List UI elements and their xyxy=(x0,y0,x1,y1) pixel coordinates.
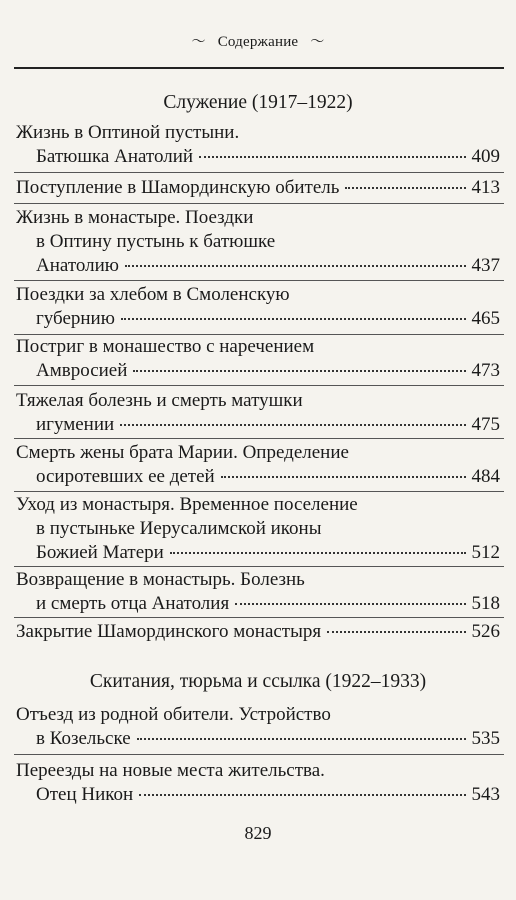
toc-entry-line: Тяжелая болезнь и смерть матушки xyxy=(16,390,303,411)
toc-entry-line: Поступление в Шамординскую обитель xyxy=(16,177,340,198)
toc-entry-line: в Оптину пустынь к батюшке xyxy=(36,231,276,252)
ornament-left-icon: 〜 xyxy=(191,35,206,50)
entry-separator xyxy=(14,617,504,618)
toc-entry-line: Батюшка Анатолий xyxy=(36,146,194,167)
toc-entry-line: Анатолию xyxy=(36,255,119,276)
toc-entry xyxy=(16,176,500,200)
toc-entry-line: игумении xyxy=(36,414,115,435)
entry-separator xyxy=(14,566,504,567)
toc-entry-last-line xyxy=(16,413,500,437)
toc-entry-line: Отец Никон xyxy=(36,784,134,805)
dot-leader xyxy=(327,631,465,633)
toc-page-number: 413 xyxy=(471,177,500,198)
toc-entry-last-line xyxy=(16,620,500,644)
section-title: Служение (1917–1922) xyxy=(163,92,353,113)
entry-separator xyxy=(14,203,504,204)
toc-page-number: 437 xyxy=(471,255,500,276)
toc-entry-line: Постриг в монашество с наречением xyxy=(16,336,315,357)
dot-leader xyxy=(121,318,466,320)
toc-entry-line: Возвращение в монастырь. Болезнь xyxy=(16,569,305,590)
dot-leader xyxy=(125,265,466,267)
toc-entry-line: Смерть жены брата Марии. Определение xyxy=(16,442,349,463)
dot-leader xyxy=(137,738,466,740)
running-head xyxy=(0,31,516,51)
toc-page-number: 409 xyxy=(471,146,500,167)
toc-page-number: 543 xyxy=(471,784,500,805)
toc-entry-line: в пустыньке Иерусалимской иконы xyxy=(36,518,322,539)
toc-entry-line: Переезды на новые места жительства. xyxy=(16,760,325,781)
page-number: 829 xyxy=(244,823,272,843)
toc-page-number: 484 xyxy=(471,466,500,487)
toc-entry xyxy=(16,493,500,565)
toc-entry-line: Божией Матери xyxy=(36,542,164,563)
toc-entry-line: Поездки за хлебом в Смоленскую xyxy=(16,284,290,305)
entry-separator xyxy=(14,491,504,492)
toc-page-number: 512 xyxy=(471,542,500,563)
toc-page-number: 475 xyxy=(471,414,500,435)
entry-separator xyxy=(14,172,504,173)
toc-entry-last-line xyxy=(16,145,500,169)
toc-page-number: 518 xyxy=(471,593,500,614)
toc-entry-line: Жизнь в Оптиной пустыни. xyxy=(16,122,240,143)
toc-entry-last-line xyxy=(16,307,500,331)
toc-entry xyxy=(16,335,500,383)
section-title: Скитания, тюрьма и ссылка (1922–1933) xyxy=(89,671,427,692)
toc-entry-line: и смерть отца Анатолия xyxy=(36,593,230,614)
toc-entry-last-line xyxy=(16,727,500,751)
dot-leader xyxy=(221,476,466,478)
dot-leader xyxy=(345,187,465,189)
dot-leader xyxy=(139,794,465,796)
toc-entry-line: губернию xyxy=(36,308,115,329)
entry-separator xyxy=(14,280,504,281)
toc-entry-last-line xyxy=(16,176,500,200)
toc-entry-last-line xyxy=(16,783,500,807)
toc-entry-line: в Козельске xyxy=(36,728,131,749)
toc-entry-last-line xyxy=(16,359,500,383)
toc-entry xyxy=(16,441,500,489)
dot-leader xyxy=(170,552,466,554)
toc-entry-line: Отъезд из родной обители. Устройство xyxy=(16,704,331,725)
running-head-title: Содержание xyxy=(217,34,299,50)
toc-entry xyxy=(16,283,500,331)
toc-entry xyxy=(16,206,500,278)
toc-entry-last-line xyxy=(16,541,500,565)
entry-separator xyxy=(14,385,504,386)
header-rule xyxy=(14,67,504,69)
ornament-right-icon: 〜 xyxy=(310,35,325,50)
toc-entry xyxy=(16,121,500,169)
toc-entry-last-line xyxy=(16,465,500,489)
toc-entry-line: осиротевших ее детей xyxy=(36,466,215,487)
toc-entry xyxy=(16,703,500,751)
toc-entry xyxy=(16,759,500,807)
dot-leader xyxy=(120,424,465,426)
toc-entry xyxy=(16,568,500,616)
dot-leader xyxy=(133,370,465,372)
toc-page-number: 535 xyxy=(471,728,500,749)
toc-page-number: 465 xyxy=(471,308,500,329)
dot-leader xyxy=(199,156,465,158)
toc-entry-last-line xyxy=(16,254,500,278)
toc-entry-line: Амвросией xyxy=(36,360,128,381)
entry-separator xyxy=(14,754,504,755)
toc-entry-line: Закрытие Шамординского монастыря xyxy=(16,621,322,642)
toc-entry-last-line xyxy=(16,592,500,616)
toc-entry xyxy=(16,389,500,437)
toc-entry-line: Уход из монастыря. Временное поселение xyxy=(16,494,358,515)
toc-page-number: 473 xyxy=(471,360,500,381)
toc-page-number: 526 xyxy=(471,621,500,642)
toc-entry xyxy=(16,620,500,644)
dot-leader xyxy=(235,603,465,605)
entry-separator xyxy=(14,438,504,439)
toc-entry-line: Жизнь в монастыре. Поездки xyxy=(16,207,254,228)
